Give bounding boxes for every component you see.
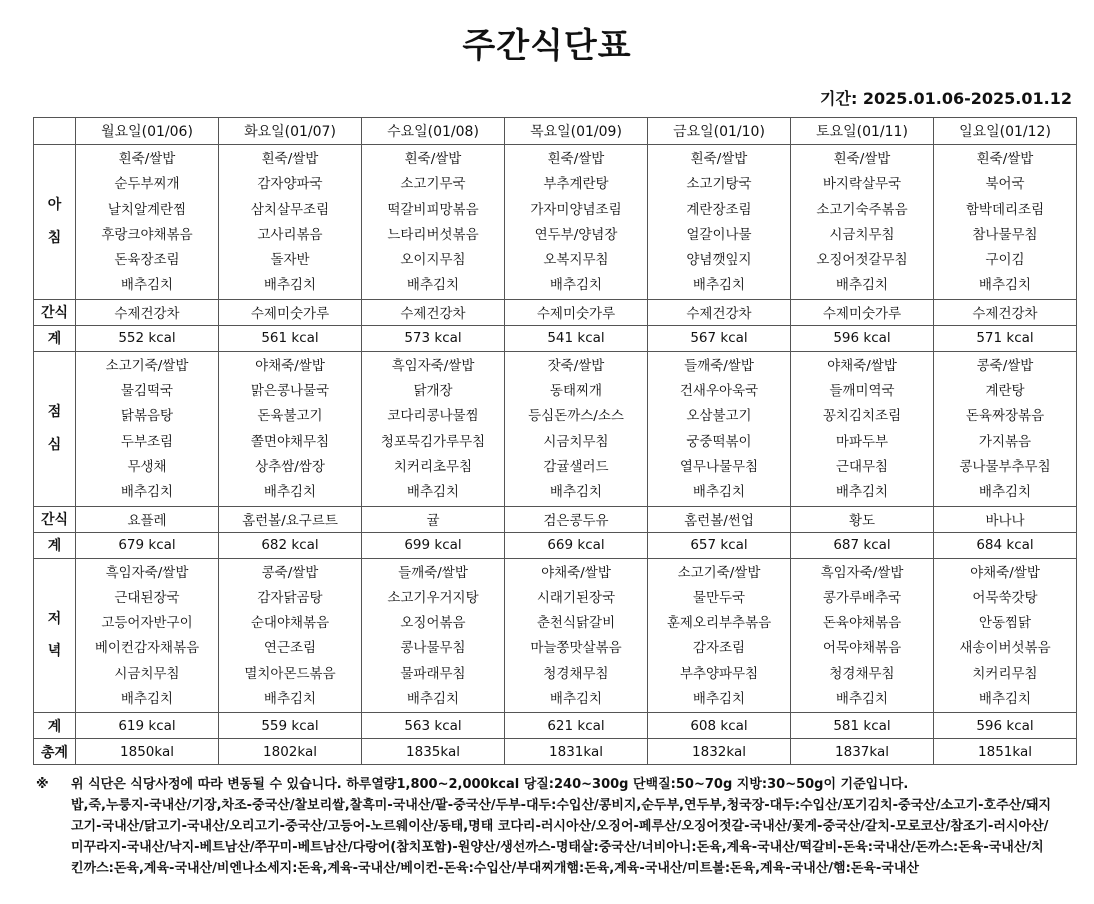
day-header: 토요일(01/11) bbox=[791, 118, 934, 145]
menu-item: 연근조림 bbox=[263, 640, 317, 657]
menu-item: 함박데리조림 bbox=[965, 201, 1045, 218]
kcal-cell: 1851kal bbox=[934, 739, 1077, 765]
menu-item: 흰죽/쌀밥 bbox=[404, 151, 462, 167]
kcal-cell: 669 kcal bbox=[505, 532, 648, 558]
menu-item: 닭개장 bbox=[413, 383, 453, 400]
menu-item: 잣죽/쌀밥 bbox=[547, 357, 605, 374]
snack-cell: 수제건강차 bbox=[76, 299, 219, 325]
dinner-kcal-row bbox=[34, 713, 1077, 739]
menu-item: 물파래무침 bbox=[400, 665, 466, 682]
snack-cell: 홈런볼/썬업 bbox=[648, 506, 791, 532]
menu-item: 부추계란탕 bbox=[543, 176, 609, 193]
menu-item: 소고기무국 bbox=[400, 176, 466, 193]
label-char: 아 bbox=[47, 197, 62, 214]
kcal-cell: 621 kcal bbox=[505, 713, 648, 739]
total-kcal-row bbox=[34, 739, 1077, 765]
kcal-cell: 561 kcal bbox=[219, 325, 362, 351]
kcal-cell: 1837kal bbox=[791, 739, 934, 765]
menu-cell bbox=[362, 351, 505, 506]
kcal-cell: 567 kcal bbox=[648, 325, 791, 351]
origin-note: 밥,죽,누룽지-국내산/기장,차조-중국산/찰보리쌀,찰흑미-국내산/팥-중국산/두부-대두:수입산/콩비지,순두부,연두부,청국장-대두:수입산/포기김치-중국산/소고기-호주산/돼지고기-국내산/닭고기-국내산/오리고기-중국산/고등어-노르웨이산/동태,명태 코다리-러시아산/오징어-페루산/오징어젓갈-국내산/꽃게-중국산/갈치-모로코산/참조기-러시아산/미꾸라지-국내산/낙지-베트남산/쭈꾸미-베트남산/다랑어(참치포함)-원양산/생선까스-명태살:중국산/너비아니:돈육,계육-국내산/떡갈비-돈육:국내산/돈까스:돈육-국내산/치킨까스:돈육,계육-국내산/비엔나소세지:돈육,계육-국내산/베이컨-돈육:수입산/부대찌개햄:돈육,계육-국내산/미트볼:돈육,계육-국내산/햄:돈육-국내산 bbox=[71, 798, 1052, 876]
kcal-cell: 1850kal bbox=[76, 739, 219, 765]
menu-item: 바지락살무국 bbox=[822, 176, 902, 193]
kcal-cell: 571 kcal bbox=[934, 325, 1077, 351]
subtotal-label: 계 bbox=[34, 325, 76, 351]
menu-item: 새송이버섯볶음 bbox=[959, 640, 1051, 657]
corner-cell bbox=[34, 118, 76, 145]
label-char: 점 bbox=[47, 403, 62, 420]
menu-cell bbox=[505, 558, 648, 713]
day-header: 금요일(01/10) bbox=[648, 118, 791, 145]
kcal-cell: 559 kcal bbox=[219, 713, 362, 739]
menu-item: 배추김치 bbox=[549, 484, 603, 501]
menu-item: 삼치살무조림 bbox=[250, 201, 330, 218]
menu-item: 춘천식닭갈비 bbox=[536, 615, 616, 632]
snack-cell: 수제건강차 bbox=[362, 299, 505, 325]
nutrition-note: 위 식단은 식당사정에 따라 변동될 수 있습니다. 하루열량1,800~2,000kcal 당질:240~300g 단백질:50~70g 지방:30~50g이 기준입니다. bbox=[71, 777, 909, 792]
breakfast-row bbox=[34, 145, 1077, 300]
snack-cell: 수제미숫가루 bbox=[791, 299, 934, 325]
menu-item: 흰죽/쌀밥 bbox=[261, 151, 319, 167]
lunch-kcal-row bbox=[34, 532, 1077, 558]
menu-item: 계란장조림 bbox=[686, 201, 752, 218]
menu-item: 동태찌개 bbox=[549, 383, 603, 400]
menu-cell bbox=[362, 145, 505, 300]
menu-item: 쫄면야채무침 bbox=[250, 433, 330, 450]
menu-cell bbox=[791, 558, 934, 713]
snack-cell: 귤 bbox=[362, 506, 505, 532]
menu-cell bbox=[934, 351, 1077, 506]
menu-item: 배추김치 bbox=[263, 484, 317, 501]
menu-item: 시래기된장국 bbox=[536, 589, 616, 606]
day-header: 일요일(01/12) bbox=[934, 118, 1077, 145]
menu-item: 배추김치 bbox=[120, 484, 174, 501]
menu-item: 느타리버섯볶음 bbox=[387, 226, 479, 243]
label-char: 심 bbox=[47, 436, 62, 453]
menu-item: 배추김치 bbox=[692, 484, 746, 501]
menu-cell bbox=[505, 145, 648, 300]
menu-item: 시금치무침 bbox=[114, 665, 180, 682]
breakfast-kcal-row bbox=[34, 325, 1077, 351]
menu-item: 연두부/양념장 bbox=[534, 226, 618, 243]
menu-cell bbox=[76, 351, 219, 506]
menu-cell bbox=[934, 145, 1077, 300]
menu-item: 베이컨감자채볶음 bbox=[94, 640, 200, 657]
menu-item: 흰죽/쌀밥 bbox=[833, 151, 891, 167]
menu-item: 건새우아욱국 bbox=[679, 383, 759, 400]
menu-item: 배추김치 bbox=[263, 277, 317, 294]
menu-item: 순대야채볶음 bbox=[250, 615, 330, 632]
menu-item: 가지볶음 bbox=[978, 433, 1032, 450]
kcal-cell: 684 kcal bbox=[934, 532, 1077, 558]
menu-item: 흰죽/쌀밥 bbox=[976, 151, 1034, 167]
menu-cell bbox=[791, 351, 934, 506]
menu-item: 들깨죽/쌀밥 bbox=[684, 357, 754, 374]
menu-item: 배추김치 bbox=[978, 484, 1032, 501]
menu-item: 열무나물무침 bbox=[679, 458, 759, 475]
menu-item: 참나물무침 bbox=[972, 226, 1038, 243]
menu-item: 시금치무침 bbox=[543, 433, 609, 450]
menu-cell bbox=[648, 351, 791, 506]
menu-cell bbox=[505, 351, 648, 506]
menu-item: 콩가루배추국 bbox=[822, 589, 902, 606]
menu-item: 들깨미역국 bbox=[829, 383, 895, 400]
menu-item: 꽁치김치조림 bbox=[822, 408, 902, 425]
menu-item: 계란탕 bbox=[985, 383, 1025, 400]
menu-item: 얼갈이나물 bbox=[686, 226, 752, 243]
menu-item: 돈육짜장볶음 bbox=[965, 408, 1045, 425]
day-header: 월요일(01/06) bbox=[76, 118, 219, 145]
menu-item: 가자미양념조림 bbox=[530, 201, 622, 218]
menu-item: 물만두국 bbox=[692, 589, 746, 606]
menu-item: 야채죽/쌀밥 bbox=[541, 564, 611, 581]
menu-item: 배추김치 bbox=[835, 484, 889, 501]
subtotal-label: 계 bbox=[34, 713, 76, 739]
menu-item: 콩죽/쌀밥 bbox=[261, 564, 319, 581]
menu-item: 맑은콩나물국 bbox=[250, 383, 330, 400]
label-char: 녁 bbox=[47, 643, 62, 660]
menu-item: 안동찜닭 bbox=[978, 615, 1032, 632]
menu-item: 오징어볶음 bbox=[400, 615, 466, 632]
menu-item: 떡갈비피망볶음 bbox=[387, 201, 479, 218]
menu-item: 배추김치 bbox=[978, 691, 1032, 708]
period-label: 기간: 2025.01.06-2025.01.12 bbox=[820, 89, 1072, 108]
total-label: 총계 bbox=[34, 739, 76, 765]
notes bbox=[36, 774, 1056, 879]
menu-item: 오징어젓갈무침 bbox=[816, 252, 908, 269]
day-header: 수요일(01/08) bbox=[362, 118, 505, 145]
menu-item: 배추김치 bbox=[549, 277, 603, 294]
menu-item: 감자양파국 bbox=[257, 176, 323, 193]
menu-item: 흑임자죽/쌀밥 bbox=[391, 357, 475, 374]
menu-item: 소고기숙주볶음 bbox=[816, 201, 908, 218]
lunch-row bbox=[34, 351, 1077, 506]
menu-item: 야채죽/쌀밥 bbox=[255, 357, 325, 374]
menu-item: 흰죽/쌀밥 bbox=[547, 151, 605, 167]
menu-cell bbox=[219, 351, 362, 506]
menu-cell bbox=[934, 558, 1077, 713]
menu-item: 근대무침 bbox=[835, 458, 889, 475]
menu-item: 콩나물부추무침 bbox=[959, 458, 1051, 475]
kcal-cell: 682 kcal bbox=[219, 532, 362, 558]
menu-item: 배추김치 bbox=[692, 691, 746, 708]
kcal-cell: 1802kal bbox=[219, 739, 362, 765]
menu-item: 구이김 bbox=[985, 252, 1025, 269]
menu-item: 콩나물무침 bbox=[400, 640, 466, 657]
snack-label: 간식 bbox=[34, 506, 76, 532]
menu-item: 배추김치 bbox=[406, 484, 460, 501]
menu-item: 부추양파무침 bbox=[679, 665, 759, 682]
day-header: 화요일(01/07) bbox=[219, 118, 362, 145]
dinner-row bbox=[34, 558, 1077, 713]
menu-item: 배추김치 bbox=[263, 691, 317, 708]
menu-item: 배추김치 bbox=[120, 277, 174, 294]
snack-cell: 수제건강차 bbox=[648, 299, 791, 325]
menu-item: 날치알계란찜 bbox=[107, 201, 187, 218]
menu-item: 흑임자죽/쌀밥 bbox=[105, 564, 189, 581]
day-header-row bbox=[34, 118, 1077, 145]
note-mark: ※ bbox=[36, 777, 49, 792]
menu-item: 순두부찌개 bbox=[114, 176, 180, 193]
menu-item: 두부조림 bbox=[120, 433, 174, 450]
kcal-cell: 687 kcal bbox=[791, 532, 934, 558]
snack-cell: 홈런볼/요구르트 bbox=[219, 506, 362, 532]
menu-item: 소고기죽/쌀밥 bbox=[677, 564, 761, 581]
menu-item: 북어국 bbox=[985, 176, 1025, 193]
menu-item: 감자닭곰탕 bbox=[257, 589, 323, 606]
menu-item: 궁중떡볶이 bbox=[686, 433, 752, 450]
menu-item: 상추쌈/쌈장 bbox=[255, 458, 325, 475]
menu-item: 마파두부 bbox=[835, 433, 889, 450]
menu-item: 흑임자죽/쌀밥 bbox=[820, 564, 904, 581]
menu-item: 등심돈까스/소스 bbox=[528, 408, 624, 425]
menu-item: 배추김치 bbox=[406, 691, 460, 708]
kcal-cell: 596 kcal bbox=[791, 325, 934, 351]
menu-item: 코다리콩나물찜 bbox=[387, 408, 479, 425]
menu-item: 어묵쑥갓탕 bbox=[972, 589, 1038, 606]
menu-cell bbox=[362, 558, 505, 713]
snack-cell: 수제미숫가루 bbox=[219, 299, 362, 325]
snack-cell: 바나나 bbox=[934, 506, 1077, 532]
kcal-cell: 679 kcal bbox=[76, 532, 219, 558]
breakfast-snack-row bbox=[34, 299, 1077, 325]
menu-item: 청포묵김가루무침 bbox=[380, 433, 486, 450]
snack-cell: 검은콩두유 bbox=[505, 506, 648, 532]
menu-item: 고등어자반구이 bbox=[101, 615, 193, 632]
menu-cell bbox=[648, 145, 791, 300]
menu-item: 돈육야채볶음 bbox=[822, 615, 902, 632]
snack-cell: 수제미숫가루 bbox=[505, 299, 648, 325]
menu-cell bbox=[648, 558, 791, 713]
menu-cell bbox=[76, 558, 219, 713]
kcal-cell: 581 kcal bbox=[791, 713, 934, 739]
menu-item: 닭볶음탕 bbox=[120, 408, 174, 425]
kcal-cell: 596 kcal bbox=[934, 713, 1077, 739]
lunch-snack-row bbox=[34, 506, 1077, 532]
menu-item: 야채죽/쌀밥 bbox=[970, 564, 1040, 581]
weekly-menu-table bbox=[33, 117, 1077, 765]
menu-item: 양념깻잎지 bbox=[686, 252, 752, 269]
menu-item: 배추김치 bbox=[835, 277, 889, 294]
menu-item: 무생채 bbox=[127, 458, 167, 475]
menu-item: 감자조림 bbox=[692, 640, 746, 657]
menu-cell bbox=[76, 145, 219, 300]
menu-item: 흰죽/쌀밥 bbox=[690, 151, 748, 167]
menu-item: 배추김치 bbox=[406, 277, 460, 294]
menu-item: 돈육불고기 bbox=[257, 408, 323, 425]
snack-cell: 황도 bbox=[791, 506, 934, 532]
snack-cell: 요플레 bbox=[76, 506, 219, 532]
menu-item: 콩죽/쌀밥 bbox=[976, 357, 1034, 374]
menu-item: 소고기탕국 bbox=[686, 176, 752, 193]
menu-item: 오이지무침 bbox=[400, 252, 466, 269]
menu-item: 고사리볶음 bbox=[257, 226, 323, 243]
menu-item: 마늘쫑맛살볶음 bbox=[530, 640, 622, 657]
kcal-cell: 1832kal bbox=[648, 739, 791, 765]
menu-item: 돌자반 bbox=[270, 252, 310, 269]
kcal-cell: 699 kcal bbox=[362, 532, 505, 558]
menu-item: 치커리무침 bbox=[972, 665, 1038, 682]
menu-item: 청경채무침 bbox=[543, 665, 609, 682]
label-char: 저 bbox=[47, 610, 62, 627]
menu-item: 후랑크야채볶음 bbox=[101, 226, 193, 243]
snack-cell: 수제건강차 bbox=[934, 299, 1077, 325]
menu-item: 배추김치 bbox=[692, 277, 746, 294]
menu-item: 물김떡국 bbox=[120, 383, 174, 400]
menu-item: 배추김치 bbox=[978, 277, 1032, 294]
day-header: 목요일(01/09) bbox=[505, 118, 648, 145]
menu-item: 감귤샐러드 bbox=[543, 458, 609, 475]
kcal-cell: 657 kcal bbox=[648, 532, 791, 558]
menu-item: 어묵야채볶음 bbox=[822, 640, 902, 657]
kcal-cell: 619 kcal bbox=[76, 713, 219, 739]
snack-label: 간식 bbox=[34, 299, 76, 325]
kcal-cell: 608 kcal bbox=[648, 713, 791, 739]
menu-item: 들깨죽/쌀밥 bbox=[398, 564, 468, 581]
menu-item: 치커리초무침 bbox=[393, 458, 473, 475]
kcal-cell: 541 kcal bbox=[505, 325, 648, 351]
kcal-cell: 1835kal bbox=[362, 739, 505, 765]
menu-item: 배추김치 bbox=[835, 691, 889, 708]
menu-item: 오삼불고기 bbox=[686, 408, 752, 425]
subtotal-label: 계 bbox=[34, 532, 76, 558]
menu-item: 훈제오리부추볶음 bbox=[666, 615, 772, 632]
menu-item: 돈육장조림 bbox=[114, 252, 180, 269]
menu-cell bbox=[219, 558, 362, 713]
menu-item: 흰죽/쌀밥 bbox=[118, 151, 176, 167]
menu-item: 오복지무침 bbox=[543, 252, 609, 269]
menu-item: 근대된장국 bbox=[114, 589, 180, 606]
menu-cell bbox=[219, 145, 362, 300]
menu-cell bbox=[791, 145, 934, 300]
kcal-cell: 1831kal bbox=[505, 739, 648, 765]
menu-item: 배추김치 bbox=[549, 691, 603, 708]
kcal-cell: 573 kcal bbox=[362, 325, 505, 351]
menu-item: 멸치아몬드볶음 bbox=[244, 665, 336, 682]
dinner-label bbox=[34, 558, 76, 713]
menu-item: 배추김치 bbox=[120, 691, 174, 708]
menu-item: 청경채무침 bbox=[829, 665, 895, 682]
menu-item: 소고기우거지탕 bbox=[387, 589, 479, 606]
breakfast-label bbox=[34, 145, 76, 300]
menu-item: 소고기죽/쌀밥 bbox=[105, 357, 189, 374]
label-char: 침 bbox=[47, 229, 62, 246]
kcal-cell: 563 kcal bbox=[362, 713, 505, 739]
lunch-label bbox=[34, 351, 76, 506]
menu-item: 야채죽/쌀밥 bbox=[827, 357, 897, 374]
kcal-cell: 552 kcal bbox=[76, 325, 219, 351]
menu-item: 시금치무침 bbox=[829, 226, 895, 243]
page-title: 주간식단표 bbox=[462, 26, 632, 66]
